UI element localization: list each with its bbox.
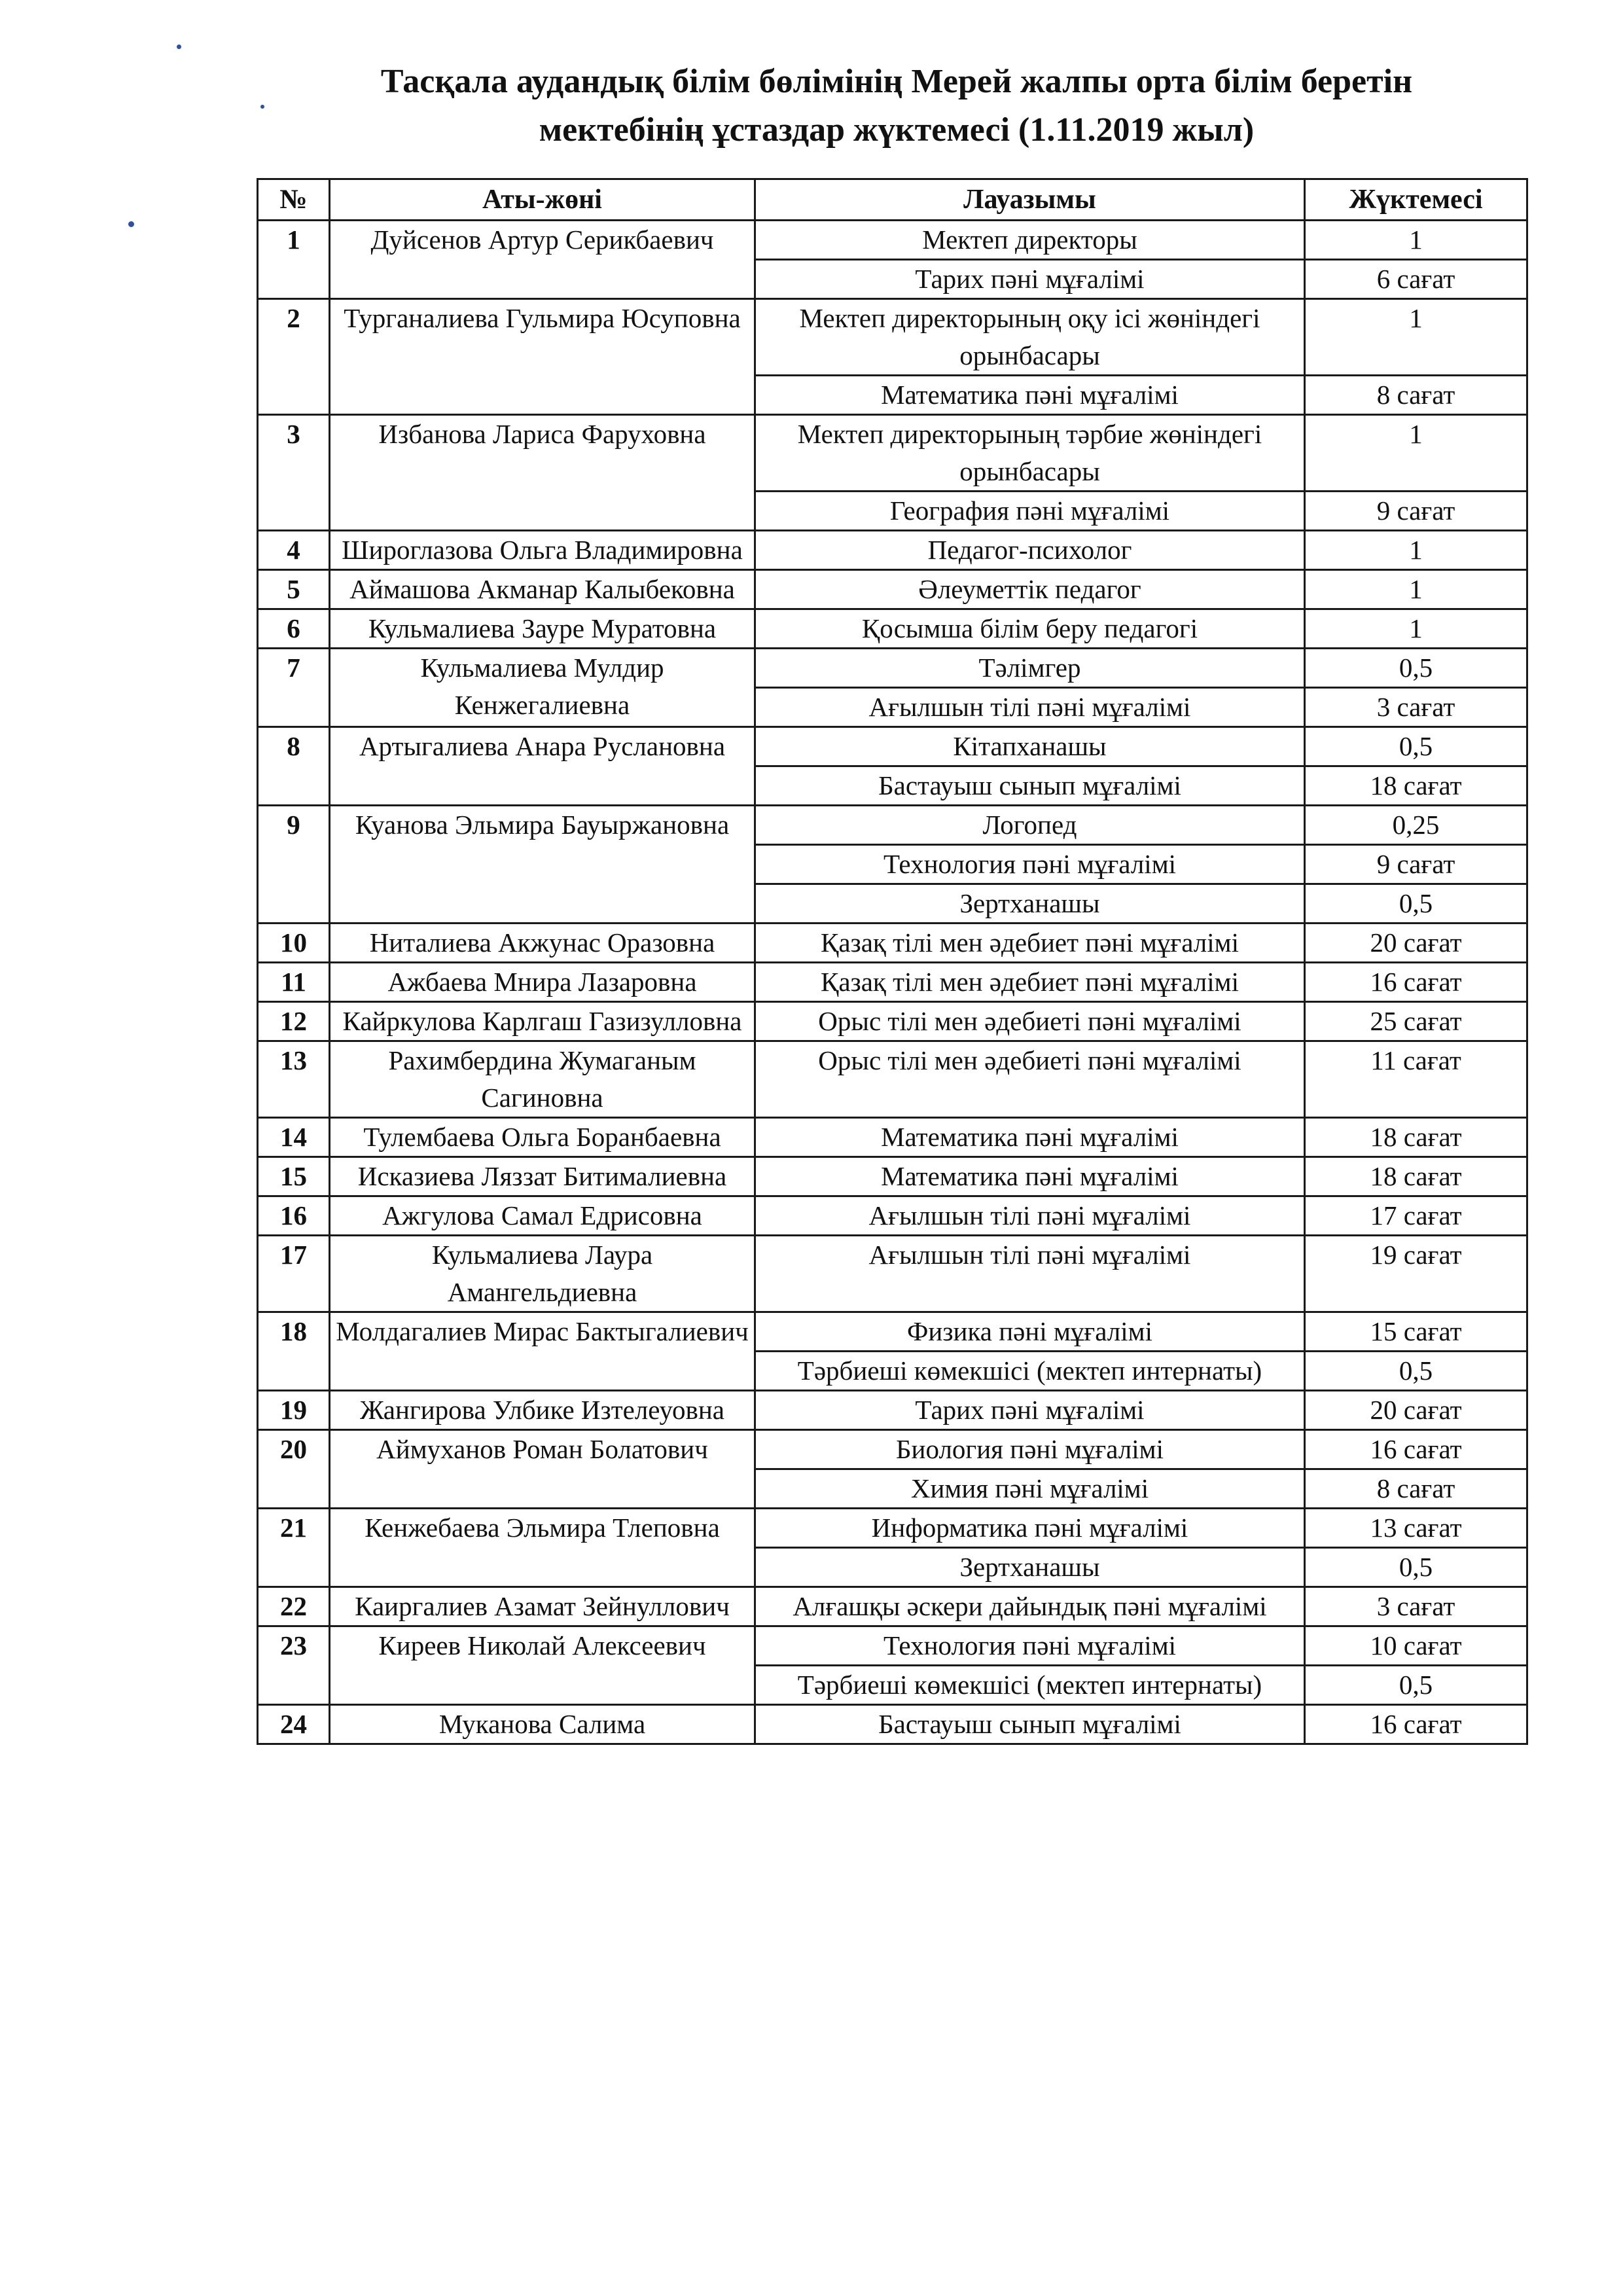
load-cell: 18 сағат <box>1305 1157 1527 1196</box>
position-cell: Кітапханашы <box>755 727 1305 766</box>
teacher-name: Ажбаева Мнира Лазаровна <box>330 963 755 1002</box>
title-line-1: Тасқала аудандық білім бөлімінің Мерей жалпы орта білім беретін <box>380 63 1413 100</box>
table-row <box>258 1041 1527 1118</box>
row-number: 1 <box>258 221 330 299</box>
load-cell: 13 сағат <box>1305 1509 1527 1548</box>
position-cell: Орыс тілі мен әдебиеті пәні мұғалімі <box>755 1041 1305 1118</box>
position-cell: Қазақ тілі мен әдебиет пәні мұғалімі <box>755 924 1305 963</box>
table-row <box>258 609 1527 649</box>
row-number: 5 <box>258 570 330 609</box>
row-number: 22 <box>258 1587 330 1626</box>
load-cell: 0,5 <box>1305 727 1527 766</box>
position-cell: Қазақ тілі мен әдебиет пәні мұғалімі <box>755 963 1305 1002</box>
position-cell: Педагог-психолог <box>755 531 1305 570</box>
table-row <box>258 1391 1527 1430</box>
scan-speck <box>128 221 134 227</box>
teacher-name: Кайркулова Карлгаш Газизулловна <box>330 1002 755 1041</box>
load-cell: 3 сағат <box>1305 688 1527 727</box>
teacher-name: Ниталиева Акжунас Оразовна <box>330 924 755 963</box>
teacher-name: Киреев Николай Алексеевич <box>330 1626 755 1705</box>
position-cell: Бастауыш сынып мұғалімі <box>755 1705 1305 1744</box>
position-cell: Мектеп директоры <box>755 221 1305 260</box>
header-number: № <box>258 179 330 221</box>
row-number: 20 <box>258 1430 330 1509</box>
teacher-name: Ажгулова Самал Едрисовна <box>330 1196 755 1236</box>
load-cell: 16 сағат <box>1305 963 1527 1002</box>
teacher-name: Артыгалиева Анара Руслановна <box>330 727 755 806</box>
load-cell: 1 <box>1305 221 1527 260</box>
position-cell: Тарих пәні мұғалімі <box>755 1391 1305 1430</box>
load-cell: 20 сағат <box>1305 1391 1527 1430</box>
teacher-name: Кенжебаева Эльмира Тлеповна <box>330 1509 755 1587</box>
table-row <box>258 924 1527 963</box>
position-cell: Ағылшын тілі пәні мұғалімі <box>755 1236 1305 1312</box>
teacher-name: Каиргалиев Азамат Зейнуллович <box>330 1587 755 1626</box>
position-cell: Ағылшын тілі пәні мұғалімі <box>755 688 1305 727</box>
position-cell: Мектеп директорының оқу ісі жөніндегі орынбасары <box>755 299 1305 376</box>
table-row <box>258 1626 1527 1666</box>
teacher-name: Широглазова Ольга Владимировна <box>330 531 755 570</box>
row-number: 21 <box>258 1509 330 1587</box>
load-cell: 10 сағат <box>1305 1626 1527 1666</box>
teacher-name: Избанова Лариса Фаруховна <box>330 415 755 531</box>
table-row <box>258 1312 1527 1352</box>
teacher-name: Кульмалиева Зауре Муратовна <box>330 609 755 649</box>
table-row <box>258 570 1527 609</box>
position-cell: Алғашқы әскери дайындық пәні мұғалімі <box>755 1587 1305 1626</box>
teacher-name: Куанова Эльмира Бауыржановна <box>330 806 755 924</box>
load-cell: 8 сағат <box>1305 1469 1527 1509</box>
row-number: 4 <box>258 531 330 570</box>
load-cell: 16 сағат <box>1305 1430 1527 1469</box>
row-number: 15 <box>258 1157 330 1196</box>
row-number: 11 <box>258 963 330 1002</box>
teacher-name: Молдагалиев Мирас Бактыгалиевич <box>330 1312 755 1391</box>
position-cell: Химия пәні мұғалімі <box>755 1469 1305 1509</box>
position-cell: Математика пәні мұғалімі <box>755 376 1305 415</box>
teacher-name: Аймашова Акманар Калыбековна <box>330 570 755 609</box>
load-cell: 18 сағат <box>1305 1118 1527 1157</box>
load-cell: 11 сағат <box>1305 1041 1527 1118</box>
position-cell: Бастауыш сынып мұғалімі <box>755 766 1305 806</box>
position-cell: Тарих пәні мұғалімі <box>755 260 1305 299</box>
table-row <box>258 415 1527 492</box>
load-cell: 0,5 <box>1305 884 1527 924</box>
table-row <box>258 1509 1527 1548</box>
load-cell: 18 сағат <box>1305 766 1527 806</box>
row-number: 17 <box>258 1236 330 1312</box>
teacher-name: Дуйсенов Артур Серикбаевич <box>330 221 755 299</box>
table-row <box>258 806 1527 845</box>
load-cell: 1 <box>1305 299 1527 376</box>
position-cell: Тәрбиеші көмекшісі (мектеп интернаты) <box>755 1666 1305 1705</box>
position-cell: Логопед <box>755 806 1305 845</box>
row-number: 23 <box>258 1626 330 1705</box>
teacher-name: Аймуханов Роман Болатович <box>330 1430 755 1509</box>
load-cell: 0,25 <box>1305 806 1527 845</box>
teacher-name: Турганалиева Гульмира Юсуповна <box>330 299 755 415</box>
position-cell: Математика пәні мұғалімі <box>755 1118 1305 1157</box>
load-cell: 0,5 <box>1305 649 1527 688</box>
table-row <box>258 1157 1527 1196</box>
load-cell: 17 сағат <box>1305 1196 1527 1236</box>
position-cell: Технология пәні мұғалімі <box>755 1626 1305 1666</box>
load-cell: 1 <box>1305 531 1527 570</box>
load-cell: 1 <box>1305 570 1527 609</box>
scan-speck <box>260 105 264 109</box>
position-cell: Тәлімгер <box>755 649 1305 688</box>
teacher-name: Муканова Салима <box>330 1705 755 1744</box>
teacher-name: Тулембаева Ольга Боранбаевна <box>330 1118 755 1157</box>
position-cell: Технология пәні мұғалімі <box>755 845 1305 884</box>
load-cell: 25 сағат <box>1305 1002 1527 1041</box>
row-number: 16 <box>258 1196 330 1236</box>
row-number: 3 <box>258 415 330 531</box>
load-cell: 15 сағат <box>1305 1312 1527 1352</box>
load-cell: 1 <box>1305 609 1527 649</box>
header-position: Лауазымы <box>755 179 1305 221</box>
table-row <box>258 1705 1527 1744</box>
teacher-name: Жангирова Улбике Изтелеуовна <box>330 1391 755 1430</box>
scan-speck <box>177 45 181 49</box>
position-cell: Тәрбиеші көмекшісі (мектеп интернаты) <box>755 1352 1305 1391</box>
load-cell: 9 сағат <box>1305 845 1527 884</box>
position-cell: Биология пәні мұғалімі <box>755 1430 1305 1469</box>
load-cell: 0,5 <box>1305 1548 1527 1587</box>
position-cell: Математика пәні мұғалімі <box>755 1157 1305 1196</box>
row-number: 13 <box>258 1041 330 1118</box>
table-row <box>258 531 1527 570</box>
position-cell: Қосымша білім беру педагогі <box>755 609 1305 649</box>
row-number: 12 <box>258 1002 330 1041</box>
table-row <box>258 299 1527 376</box>
row-number: 7 <box>258 649 330 727</box>
row-number: 2 <box>258 299 330 415</box>
table-row <box>258 963 1527 1002</box>
row-number: 10 <box>258 924 330 963</box>
row-number: 18 <box>258 1312 330 1391</box>
load-cell: 8 сағат <box>1305 376 1527 415</box>
load-cell: 0,5 <box>1305 1666 1527 1705</box>
load-cell: 1 <box>1305 415 1527 492</box>
workload-table <box>257 178 1528 1745</box>
table-row <box>258 1430 1527 1469</box>
row-number: 9 <box>258 806 330 924</box>
row-number: 8 <box>258 727 330 806</box>
position-cell: Әлеуметтік педагог <box>755 570 1305 609</box>
position-cell: Зертханашы <box>755 1548 1305 1587</box>
header-load: Жүктемесі <box>1305 179 1527 221</box>
table-row <box>258 727 1527 766</box>
load-cell: 6 сағат <box>1305 260 1527 299</box>
table-row <box>258 1587 1527 1626</box>
teacher-name: Рахимбердина Жумаганым Сагиновна <box>330 1041 755 1118</box>
position-cell: Ағылшын тілі пәні мұғалімі <box>755 1196 1305 1236</box>
table-header-row <box>258 179 1527 221</box>
load-cell: 0,5 <box>1305 1352 1527 1391</box>
table-row <box>258 1196 1527 1236</box>
load-cell: 16 сағат <box>1305 1705 1527 1744</box>
position-cell: Физика пәні мұғалімі <box>755 1312 1305 1352</box>
row-number: 24 <box>258 1705 330 1744</box>
load-cell: 20 сағат <box>1305 924 1527 963</box>
load-cell: 19 сағат <box>1305 1236 1527 1312</box>
table-row <box>258 1236 1527 1312</box>
teacher-name: Исказиева Ляззат Битималиевна <box>330 1157 755 1196</box>
teacher-name: Кульмалиева Мулдир Кенжегалиевна <box>330 649 755 727</box>
position-cell: Мектеп директорының тәрбие жөніндегі орынбасары <box>755 415 1305 492</box>
document-title <box>249 58 1544 154</box>
table-row <box>258 221 1527 260</box>
row-number: 14 <box>258 1118 330 1157</box>
load-cell: 3 сағат <box>1305 1587 1527 1626</box>
table-row <box>258 649 1527 688</box>
position-cell: Информатика пәні мұғалімі <box>755 1509 1305 1548</box>
load-cell: 9 сағат <box>1305 492 1527 531</box>
position-cell: Орыс тілі мен әдебиеті пәні мұғалімі <box>755 1002 1305 1041</box>
row-number: 6 <box>258 609 330 649</box>
table-row <box>258 1002 1527 1041</box>
teacher-name: Кульмалиева Лаура Амангельдиевна <box>330 1236 755 1312</box>
header-name: Аты-жөні <box>330 179 755 221</box>
table-row <box>258 1118 1527 1157</box>
row-number: 19 <box>258 1391 330 1430</box>
position-cell: Зертханашы <box>755 884 1305 924</box>
title-line-2: мектебінің ұстаздар жүктемесі (1.11.2019 жыл) <box>539 111 1255 149</box>
table-body <box>258 221 1527 1744</box>
position-cell: География пәні мұғалімі <box>755 492 1305 531</box>
